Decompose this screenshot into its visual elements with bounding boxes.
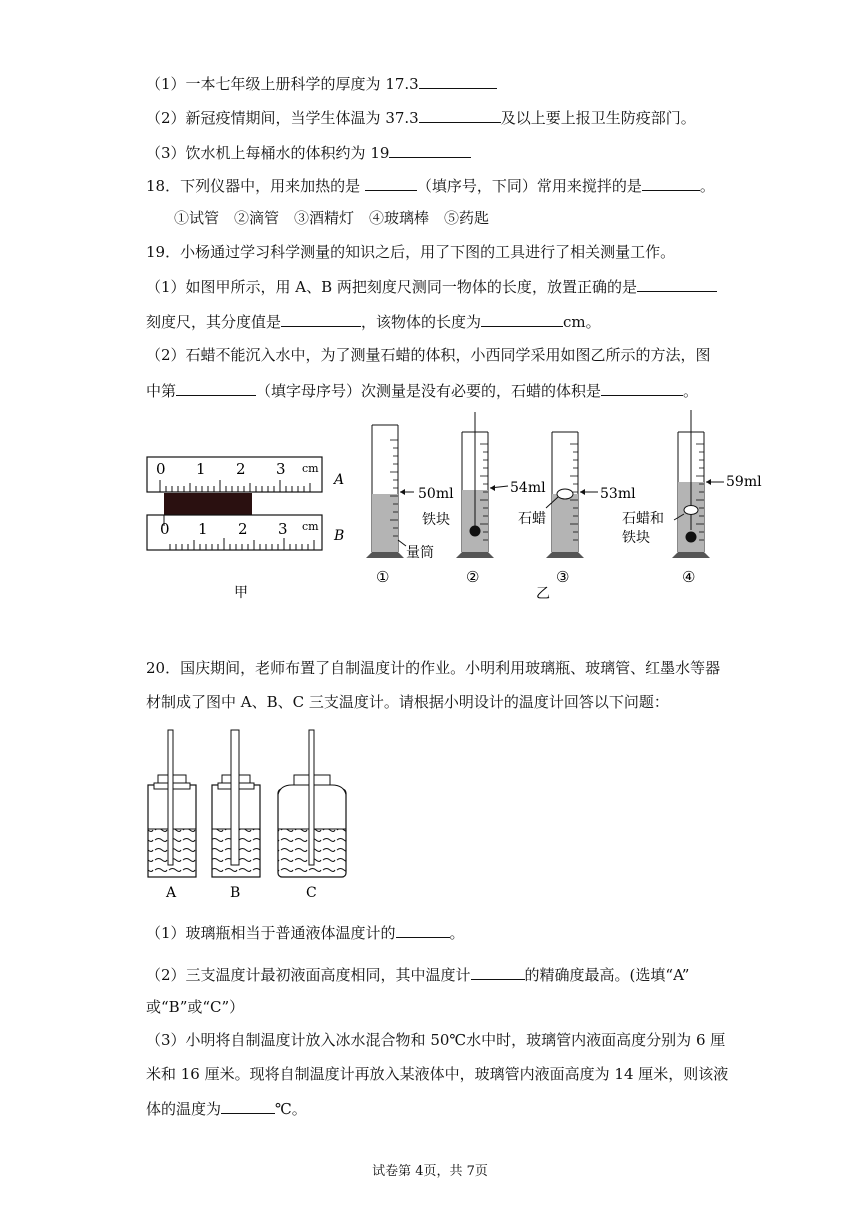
label-shila-he: 石蜡和 [622, 511, 664, 527]
answer-blank[interactable] [419, 106, 501, 123]
ruler-b-label-2: 2 [238, 520, 248, 538]
answer-blank[interactable] [637, 275, 717, 292]
label-tiekuai-2: 铁块 [622, 530, 650, 546]
thermometer-c-label: C [306, 885, 317, 901]
answer-blank[interactable] [281, 310, 361, 327]
q19-part1-line1: （1）如图甲所示，用 A、B 两把刻度尺测同一物体的长度，放置正确的是 [146, 275, 717, 298]
number-4: ④ [682, 568, 696, 586]
cylinder-1 [366, 425, 454, 586]
number-3: ③ [556, 568, 570, 586]
q18-options: ①试管 ②滴管 ③酒精灯 ④玻璃棒 ⑤药匙 [174, 209, 490, 227]
q19-part2-line1: （2）石蜡不能沉入水中，为了测量石蜡的体积，小西同学采用如图乙所示的方法，图 [146, 346, 711, 364]
page-footer: 试卷第 4页，共 7页 [372, 1164, 488, 1179]
ruler-b-unit: cm [302, 520, 319, 533]
q18-stem: 18．下列仪器中，用来加热的是 （填序号，下同）常用来搅拌的是 。 [146, 174, 715, 197]
figure-jia-rulers [140, 450, 360, 610]
ruler-b-label-3: 3 [278, 520, 288, 538]
answer-blank[interactable] [365, 174, 417, 191]
reading-2: 54ml [510, 480, 546, 496]
q20-part3-line2: 米和 16 厘米。现将自制温度计再放入某液体中，玻璃管内液面高度为 14 厘米，则该液 [146, 1065, 729, 1083]
ruler-a-label-1: 1 [196, 460, 206, 478]
q17-item-2: （2）新冠疫情期间，当学生体温为 37.3 及以上要上报卫生防疫部门。 [146, 106, 696, 129]
reading-4: 59ml [726, 474, 762, 490]
answer-blank[interactable] [471, 963, 525, 980]
answer-blank[interactable] [221, 1097, 275, 1114]
q17-item-3: （3）饮水机上每桶水的体积约为 19 [146, 141, 471, 164]
figure-thermometers [140, 725, 360, 905]
q19-stem: 19．小杨通过学习科学测量的知识之后，用了下图的工具进行了相关测量工作。 [146, 243, 676, 261]
q17-item-1: （1）一本七年级上册科学的厚度为 17.3 [146, 72, 497, 95]
number-1: ① [376, 568, 390, 586]
cylinder-3 [518, 432, 636, 586]
thermometer-a-label: A [166, 885, 177, 901]
q20-stem-line2: 材制成了图中 A、B、C 三支温度计。请根据小明设计的温度计回答以下问题： [146, 693, 669, 711]
ruler-a-name: A [334, 472, 345, 488]
answer-blank[interactable] [642, 174, 700, 191]
number-2: ② [466, 568, 480, 586]
thermometer-a [148, 730, 196, 901]
q20-part3-line1: （3）小明将自制温度计放入冰水混合物和 50℃水中时，玻璃管内液面高度分别为 6 厘 [146, 1031, 726, 1049]
answer-blank[interactable] [389, 141, 471, 158]
cylinder-4 [622, 410, 762, 586]
measured-object [164, 493, 252, 515]
q20-part3-line3: 体的温度为 ℃。 [146, 1097, 307, 1120]
answer-blank[interactable] [419, 72, 497, 89]
q20-part1: （1）玻璃瓶相当于普通液体温度计的 。 [146, 921, 465, 944]
label-tiekuai-1: 铁块 [422, 512, 450, 528]
q19-part1-line2: 刻度尺，其分度值是 ，该物体的长度为 cm。 [146, 310, 601, 333]
answer-blank[interactable] [601, 379, 683, 396]
ruler-b-label-0: 0 [160, 520, 170, 538]
ruler-a-label-0: 0 [156, 460, 166, 478]
figure-yi-caption: 乙 [536, 586, 550, 602]
ruler-a-unit: cm [302, 462, 319, 475]
q20-part2-line2: 或“B”或“C”） [146, 998, 245, 1016]
figure-yi-cylinders [360, 410, 780, 610]
reading-1: 50ml [418, 486, 454, 502]
q20-part2-line1: （2）三支温度计最初液面高度相同，其中温度计 的精确度最高。(选填“A” [146, 963, 689, 986]
answer-blank[interactable] [481, 310, 563, 327]
reading-3: 53ml [600, 486, 636, 502]
thermometer-b-label: B [230, 885, 241, 901]
answer-blank[interactable] [396, 921, 450, 938]
ruler-a-label-2: 2 [236, 460, 246, 478]
ruler-a-label-3: 3 [276, 460, 286, 478]
ruler-b-name: B [334, 528, 345, 544]
thermometer-b [212, 730, 260, 901]
thermometer-c [278, 730, 346, 901]
label-liangtong: 量筒 [406, 545, 434, 561]
q19-part2-line2: 中第 （填字母序号）次测量是没有必要的，石蜡的体积是 。 [146, 379, 698, 402]
label-shila: 石蜡 [518, 511, 546, 527]
figure-jia-caption: 甲 [234, 585, 248, 601]
q20-stem-line1: 20．国庆期间，老师布置了自制温度计的作业。小明利用玻璃瓶、玻璃管、红墨水等器 [146, 659, 721, 677]
answer-blank[interactable] [176, 379, 256, 396]
ruler-b-label-1: 1 [198, 520, 208, 538]
